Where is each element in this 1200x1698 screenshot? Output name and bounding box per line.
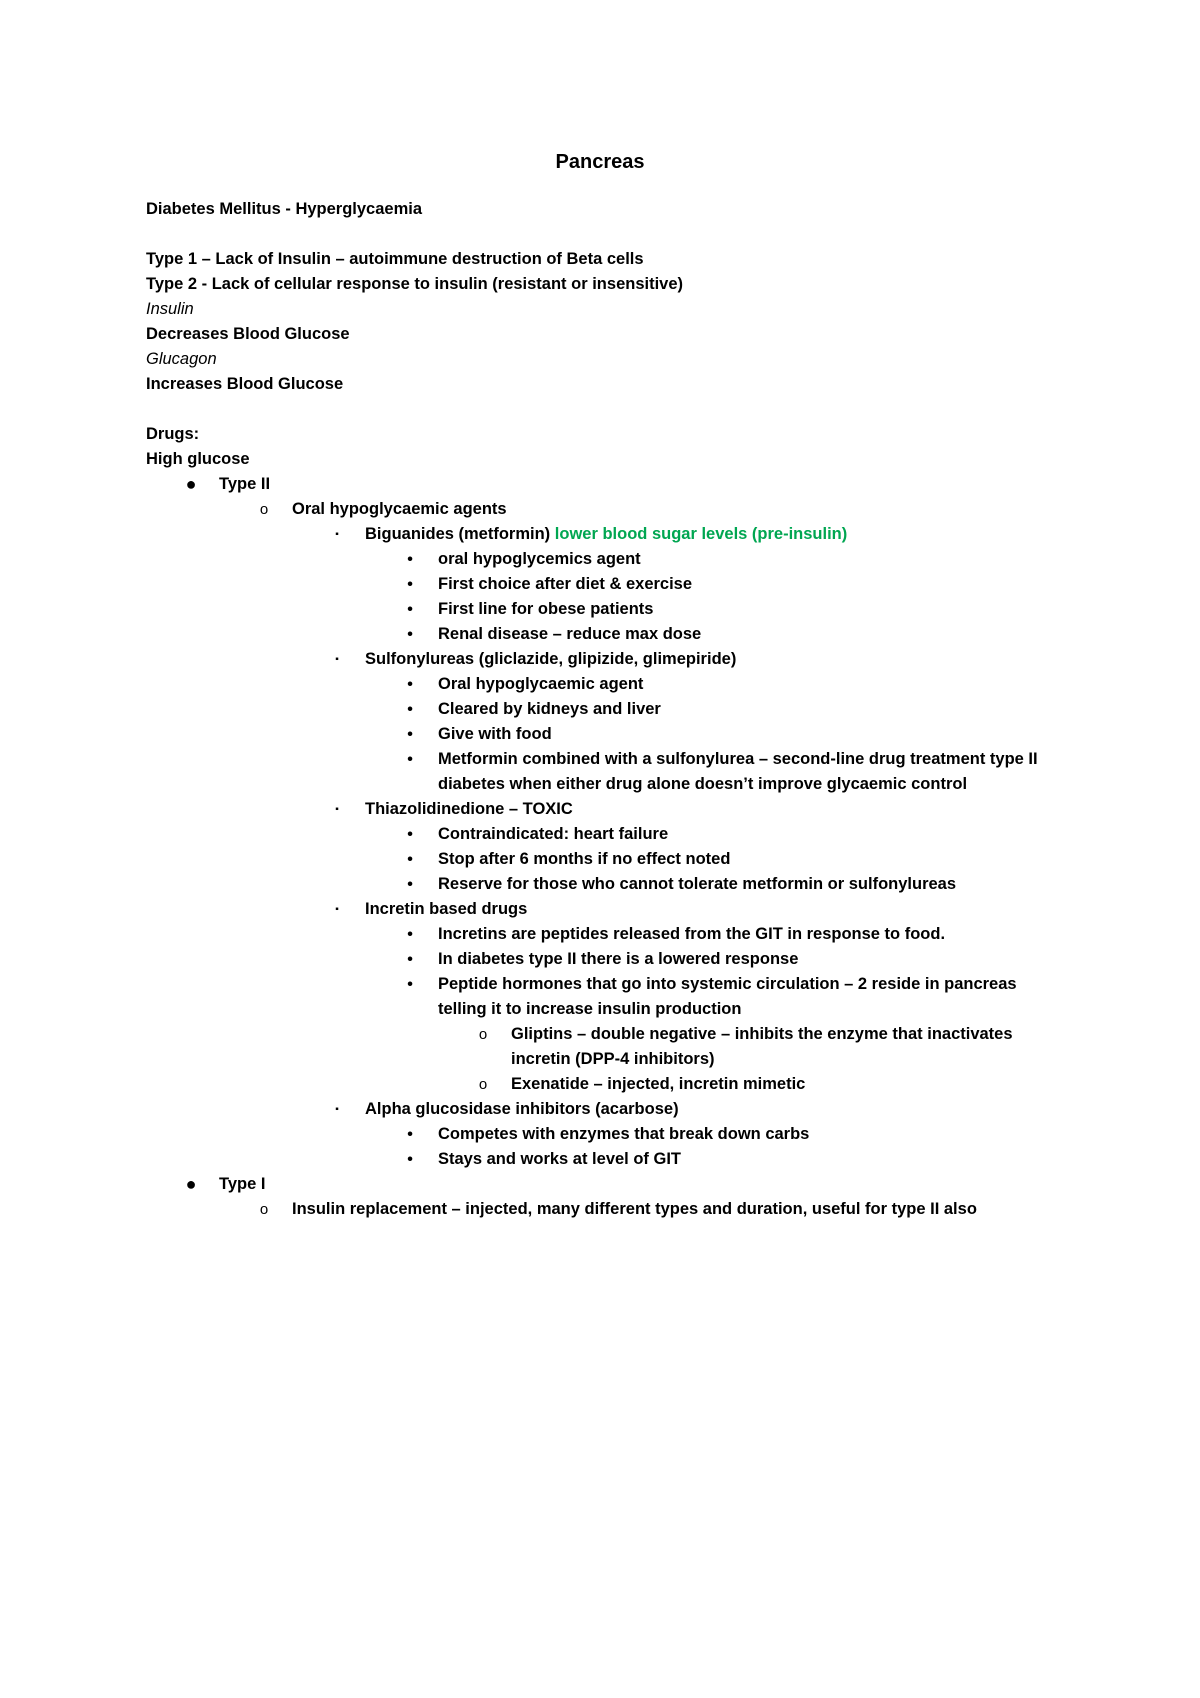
circle-bullet-icon: o xyxy=(259,501,269,518)
biguanides-label: Biguanides (metformin) xyxy=(365,525,551,543)
list-item xyxy=(292,522,1146,647)
dot-bullet-icon: • xyxy=(407,701,413,718)
dot-bullet-icon: • xyxy=(407,601,413,618)
section-heading: Diabetes Mellitus - Hyperglycaemia xyxy=(146,200,423,218)
dot-bullet-icon: • xyxy=(407,676,413,693)
dot-bullet-icon: • xyxy=(407,751,413,768)
sulfonylureas-points xyxy=(292,672,1146,797)
circle-bullet-icon: o xyxy=(478,1076,488,1093)
point-text: In diabetes type II there is a lowered response xyxy=(438,950,799,968)
point-text: First choice after diet & exercise xyxy=(438,575,693,593)
biguanides-points xyxy=(292,547,1146,647)
type2-definition: Type 2 - Lack of cellular response to insulin (resistant or insensitive) xyxy=(146,275,684,293)
incretin-label: Incretin based drugs xyxy=(365,900,528,918)
list-item xyxy=(365,722,1146,747)
thiazolidinedione-label: Thiazolidinedione – TOXIC xyxy=(365,800,573,818)
drugs-subheading: High glucose xyxy=(146,450,250,468)
document-body xyxy=(146,150,1146,1222)
point-text: Metformin combined with a sulfonylurea – second-line drug treatment type II diabetes when either drug alone doesn’t improve glycaemic control xyxy=(438,750,1038,793)
dot-bullet-icon: • xyxy=(407,851,413,868)
glucagon-label: Glucagon xyxy=(146,350,217,368)
point-text: Stop after 6 months if no effect noted xyxy=(438,850,731,868)
square-bullet-icon: ▪ xyxy=(335,904,339,915)
list-item xyxy=(365,872,1146,897)
point-text: Oral hypoglycaemic agent xyxy=(438,675,644,693)
incretin-points xyxy=(292,922,1146,1097)
list-item xyxy=(146,1172,1146,1222)
list-item xyxy=(438,1022,1146,1072)
alpha-points xyxy=(292,1122,1146,1172)
list-item xyxy=(292,647,1146,797)
square-bullet-icon: ▪ xyxy=(335,1104,339,1115)
point-text: Gliptins – double negative – inhibits the enzyme that inactivates incretin (DPP-4 inhibitors) xyxy=(511,1025,1013,1068)
dot-bullet-icon: • xyxy=(407,976,413,993)
list-item xyxy=(438,1072,1146,1097)
list-item xyxy=(365,922,1146,947)
oral-agents-sublist xyxy=(219,522,1146,1172)
biguanides-note: lower blood sugar levels (pre-insulin) xyxy=(554,525,848,543)
list-item xyxy=(219,497,1146,1172)
type1-sublist xyxy=(146,1197,1146,1222)
list-item xyxy=(365,547,1146,572)
type2-label: Type II xyxy=(219,475,271,493)
drug-list xyxy=(146,472,1146,1222)
dot-bullet-icon: • xyxy=(407,551,413,568)
list-item xyxy=(146,472,1146,1172)
list-item xyxy=(365,847,1146,872)
circle-bullet-icon: o xyxy=(478,1026,488,1043)
point-text: Give with food xyxy=(438,725,552,743)
point-text: Exenatide – injected, incretin mimetic xyxy=(511,1075,806,1093)
sulfonylureas-label: Sulfonylureas (gliclazide, glipizide, glimepiride) xyxy=(365,650,737,668)
thiazolidinedione-points xyxy=(292,822,1146,897)
alpha-label: Alpha glucosidase inhibitors (acarbose) xyxy=(365,1100,679,1118)
insulin-label: Insulin xyxy=(146,300,194,318)
dot-bullet-icon: • xyxy=(407,826,413,843)
list-item xyxy=(365,822,1146,847)
dot-bullet-icon: • xyxy=(407,926,413,943)
list-item xyxy=(219,1197,1146,1222)
type1-label: Type I xyxy=(219,1175,266,1193)
list-item xyxy=(365,1122,1146,1147)
dot-bullet-icon: • xyxy=(407,726,413,743)
list-item xyxy=(292,1097,1146,1172)
list-item xyxy=(365,972,1146,1097)
list-item xyxy=(365,672,1146,697)
point-text: Reserve for those who cannot tolerate metformin or sulfonylureas xyxy=(438,875,957,893)
list-item xyxy=(365,697,1146,722)
dot-bullet-icon: • xyxy=(407,626,413,643)
square-bullet-icon: ▪ xyxy=(335,654,339,665)
point-text: Competes with enzymes that break down carbs xyxy=(438,1125,810,1143)
dot-bullet-icon: • xyxy=(407,576,413,593)
point-text: Incretins are peptides released from the GIT in response to food. xyxy=(438,925,946,943)
dot-bullet-icon: • xyxy=(407,876,413,893)
list-item xyxy=(365,1147,1146,1172)
circle-bullet-icon: o xyxy=(259,1201,269,1218)
page-title: Pancreas xyxy=(555,151,645,173)
list-item xyxy=(365,747,1146,797)
insulin-effect: Decreases Blood Glucose xyxy=(146,325,350,343)
type1-definition: Type 1 – Lack of Insulin – autoimmune destruction of Beta cells xyxy=(146,250,644,268)
list-item xyxy=(365,622,1146,647)
point-text: First line for obese patients xyxy=(438,600,654,618)
list-item xyxy=(365,597,1146,622)
point-text: Stays and works at level of GIT xyxy=(438,1150,681,1168)
dot-bullet-icon: • xyxy=(407,951,413,968)
point-text: oral hypoglycemics agent xyxy=(438,550,641,568)
list-item xyxy=(292,797,1146,897)
point-text: Cleared by kidneys and liver xyxy=(438,700,661,718)
insulin-replacement: Insulin replacement – injected, many different types and duration, useful for type II also xyxy=(292,1200,977,1218)
dot-bullet-icon: • xyxy=(407,1126,413,1143)
dot-bullet-icon: • xyxy=(407,1151,413,1168)
point-text: Contraindicated: heart failure xyxy=(438,825,669,843)
square-bullet-icon: ▪ xyxy=(335,529,339,540)
list-item xyxy=(365,947,1146,972)
oral-agents-label: Oral hypoglycaemic agents xyxy=(292,500,507,518)
square-bullet-icon: ▪ xyxy=(335,804,339,815)
glucagon-effect: Increases Blood Glucose xyxy=(146,375,344,393)
list-item xyxy=(365,572,1146,597)
incretin-subpoints xyxy=(365,1022,1146,1097)
point-text: Peptide hormones that go into systemic circulation – 2 reside in pancreas telling it to increase insulin production xyxy=(438,975,1017,1018)
point-text: Renal disease – reduce max dose xyxy=(438,625,702,643)
list-item xyxy=(292,897,1146,1097)
disc-bullet-icon: ● xyxy=(185,474,197,494)
drugs-heading: Drugs: xyxy=(146,425,200,443)
type2-sublist xyxy=(146,497,1146,1172)
disc-bullet-icon: ● xyxy=(185,1174,197,1194)
